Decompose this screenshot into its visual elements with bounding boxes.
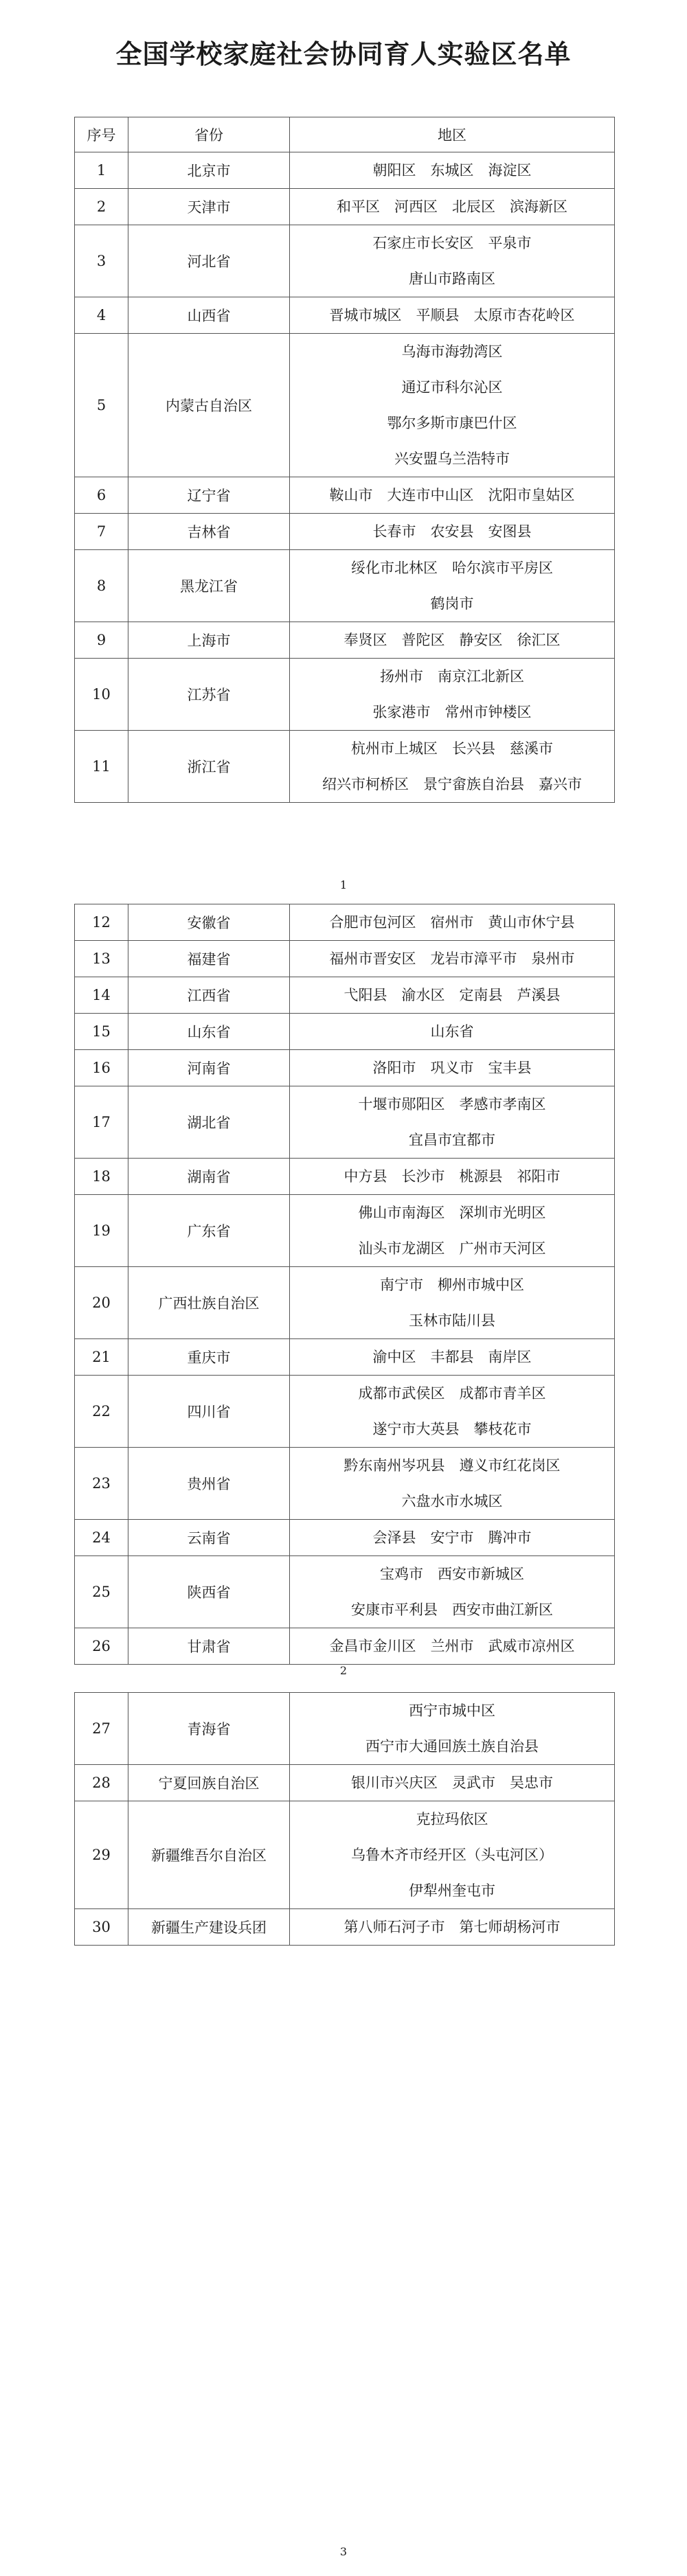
table-row <box>75 189 615 225</box>
area-line: 遂宁市大英县 攀枝花市 <box>372 1421 532 1437</box>
area-line: 绍兴市柯桥区 景宁畲族自治县 嘉兴市 <box>322 776 582 793</box>
row-province: 河南省 <box>128 1050 290 1086</box>
row-province: 上海市 <box>128 622 290 659</box>
area-line: 鄂尔多斯市康巴什区 <box>387 415 517 431</box>
table-row <box>75 1693 615 1765</box>
row-number: 20 <box>75 1267 128 1339</box>
row-area <box>290 550 615 622</box>
area-line: 鞍山市 大连市中山区 沈阳市皇姑区 <box>329 487 575 503</box>
row-area <box>290 659 615 731</box>
table-row <box>75 904 615 941</box>
row-area <box>290 1376 615 1448</box>
area-line: 山东省 <box>430 1023 474 1040</box>
row-area <box>290 1339 615 1376</box>
table-row <box>75 1050 615 1086</box>
area-line: 佛山市南海区 深圳市光明区 <box>358 1205 546 1221</box>
row-province: 广东省 <box>128 1195 290 1267</box>
area-line: 绥化市北林区 哈尔滨市平房区 <box>351 560 553 576</box>
row-number: 10 <box>75 659 128 731</box>
experiment-zone-table-page-1 <box>74 117 615 803</box>
page-number-3: 3 <box>339 2545 348 2558</box>
row-number: 14 <box>75 977 128 1014</box>
area-line: 弋阳县 渝水区 定南县 芦溪县 <box>344 987 561 1003</box>
table-row <box>75 297 615 334</box>
row-number: 28 <box>75 1765 128 1801</box>
row-area <box>290 1909 615 1946</box>
table-row <box>75 1376 615 1448</box>
row-number: 26 <box>75 1628 128 1665</box>
area-line: 汕头市龙湖区 广州市天河区 <box>358 1240 546 1257</box>
experiment-zone-table-page-3 <box>74 1692 615 1946</box>
row-area <box>290 334 615 477</box>
row-province: 安徽省 <box>128 904 290 941</box>
area-line: 第八师石河子市 第七师胡杨河市 <box>344 1919 561 1935</box>
row-area <box>290 731 615 803</box>
row-number: 27 <box>75 1693 128 1765</box>
table-row <box>75 1909 615 1946</box>
area-line: 石家庄市长安区 平泉市 <box>372 235 532 251</box>
row-number: 18 <box>75 1159 128 1195</box>
row-province: 新疆生产建设兵团 <box>128 1909 290 1946</box>
table-row <box>75 1628 615 1665</box>
row-number: 25 <box>75 1556 128 1628</box>
area-line: 宝鸡市 西安市新城区 <box>380 1566 524 1582</box>
area-line: 成都市武侯区 成都市青羊区 <box>358 1385 546 1402</box>
area-line: 洛阳市 巩义市 宝丰县 <box>372 1060 532 1076</box>
row-area <box>290 297 615 334</box>
row-province: 青海省 <box>128 1693 290 1765</box>
row-province: 山西省 <box>128 297 290 334</box>
area-line: 奉贤区 普陀区 静安区 徐汇区 <box>344 632 561 648</box>
row-area <box>290 941 615 977</box>
row-number: 9 <box>75 622 128 659</box>
table-row <box>75 550 615 622</box>
header-area: 地区 <box>290 117 615 152</box>
row-province: 广西壮族自治区 <box>128 1267 290 1339</box>
row-area <box>290 514 615 550</box>
row-number: 22 <box>75 1376 128 1448</box>
row-area <box>290 1159 615 1195</box>
row-area <box>290 152 615 189</box>
row-number: 5 <box>75 334 128 477</box>
area-line: 中方县 长沙市 桃源县 祁阳市 <box>344 1168 561 1185</box>
row-number: 13 <box>75 941 128 977</box>
area-line: 兴安盟乌兰浩特市 <box>394 451 510 467</box>
row-area <box>290 977 615 1014</box>
table-row <box>75 1765 615 1801</box>
row-area <box>290 1520 615 1556</box>
area-line: 合肥市包河区 宿州市 黄山市休宁县 <box>329 914 575 931</box>
table-row <box>75 1556 615 1628</box>
row-area <box>290 1014 615 1050</box>
header-no: 序号 <box>75 117 128 152</box>
area-line: 克拉玛依区 <box>416 1811 488 1827</box>
table-header-row <box>75 117 615 152</box>
row-number: 30 <box>75 1909 128 1946</box>
area-line: 南宁市 柳州市城中区 <box>380 1277 524 1293</box>
area-line: 会泽县 安宁市 腾冲市 <box>372 1529 532 1546</box>
row-number: 11 <box>75 731 128 803</box>
table-row <box>75 152 615 189</box>
table-row <box>75 1520 615 1556</box>
row-area <box>290 1628 615 1665</box>
area-line: 十堰市郧阳区 孝感市孝南区 <box>358 1096 546 1113</box>
row-province: 宁夏回族自治区 <box>128 1765 290 1801</box>
row-number: 12 <box>75 904 128 941</box>
row-number: 15 <box>75 1014 128 1050</box>
row-province: 天津市 <box>128 189 290 225</box>
row-area <box>290 1693 615 1765</box>
row-number: 8 <box>75 550 128 622</box>
area-line: 玉林市陆川县 <box>409 1312 495 1329</box>
area-line: 福州市晋安区 龙岩市漳平市 泉州市 <box>329 950 575 967</box>
row-province: 辽宁省 <box>128 477 290 514</box>
table-row <box>75 514 615 550</box>
document-title: 全国学校家庭社会协同育人实验区名单 <box>115 38 572 69</box>
area-line: 乌鲁木齐市经开区（头屯河区） <box>351 1847 553 1863</box>
table-row <box>75 1339 615 1376</box>
row-province: 湖南省 <box>128 1159 290 1195</box>
table-row <box>75 1159 615 1195</box>
row-number: 17 <box>75 1086 128 1159</box>
row-area <box>290 622 615 659</box>
experiment-zone-table-page-2 <box>74 904 615 1665</box>
row-area <box>290 189 615 225</box>
row-province: 黑龙江省 <box>128 550 290 622</box>
row-province: 北京市 <box>128 152 290 189</box>
area-line: 安康市平利县 西安市曲江新区 <box>351 1602 553 1618</box>
row-area <box>290 1801 615 1909</box>
area-line: 通辽市科尔沁区 <box>401 379 503 396</box>
row-province: 河北省 <box>128 225 290 297</box>
row-area <box>290 1195 615 1267</box>
row-province: 江西省 <box>128 977 290 1014</box>
table-row <box>75 1267 615 1339</box>
table-row <box>75 1195 615 1267</box>
area-line: 晋城市城区 平顺县 太原市杏花岭区 <box>329 307 575 323</box>
table-row <box>75 622 615 659</box>
row-area <box>290 1086 615 1159</box>
row-number: 3 <box>75 225 128 297</box>
table-row <box>75 1801 615 1909</box>
page-number-1: 1 <box>339 878 348 891</box>
row-number: 29 <box>75 1801 128 1909</box>
header-province: 省份 <box>128 117 290 152</box>
row-province: 湖北省 <box>128 1086 290 1159</box>
area-line: 银川市兴庆区 灵武市 吴忠市 <box>351 1775 553 1791</box>
row-province: 福建省 <box>128 941 290 977</box>
table-row <box>75 1014 615 1050</box>
area-line: 宜昌市宜都市 <box>409 1132 495 1148</box>
row-area <box>290 1050 615 1086</box>
row-number: 2 <box>75 189 128 225</box>
row-number: 23 <box>75 1448 128 1520</box>
row-area <box>290 225 615 297</box>
area-line: 黔东南州岑巩县 遵义市红花岗区 <box>344 1457 561 1474</box>
area-line: 张家港市 常州市钟楼区 <box>372 704 532 720</box>
row-province: 新疆维吾尔自治区 <box>128 1801 290 1909</box>
row-number: 4 <box>75 297 128 334</box>
table-row <box>75 731 615 803</box>
row-area <box>290 904 615 941</box>
row-province: 内蒙古自治区 <box>128 334 290 477</box>
row-number: 1 <box>75 152 128 189</box>
row-province: 陕西省 <box>128 1556 290 1628</box>
table-row <box>75 659 615 731</box>
row-province: 贵州省 <box>128 1448 290 1520</box>
area-line: 乌海市海勃湾区 <box>401 343 503 360</box>
row-number: 19 <box>75 1195 128 1267</box>
row-province: 云南省 <box>128 1520 290 1556</box>
area-line: 扬州市 南京江北新区 <box>380 668 524 685</box>
table-row <box>75 977 615 1014</box>
row-number: 16 <box>75 1050 128 1086</box>
row-province: 四川省 <box>128 1376 290 1448</box>
row-province: 重庆市 <box>128 1339 290 1376</box>
row-province: 甘肃省 <box>128 1628 290 1665</box>
area-line: 金昌市金川区 兰州市 武威市凉州区 <box>329 1638 575 1654</box>
table-row <box>75 1086 615 1159</box>
row-area <box>290 1556 615 1628</box>
row-area <box>290 477 615 514</box>
row-number: 6 <box>75 477 128 514</box>
area-line: 渝中区 丰都县 南岸区 <box>372 1349 532 1365</box>
area-line: 伊犁州奎屯市 <box>409 1882 495 1899</box>
row-province: 江苏省 <box>128 659 290 731</box>
row-province: 吉林省 <box>128 514 290 550</box>
table-row <box>75 225 615 297</box>
table-row <box>75 477 615 514</box>
area-line: 杭州市上城区 长兴县 慈溪市 <box>351 740 553 757</box>
row-number: 21 <box>75 1339 128 1376</box>
row-area <box>290 1448 615 1520</box>
table-row <box>75 1448 615 1520</box>
row-number: 7 <box>75 514 128 550</box>
area-line: 西宁市大通回族土族自治县 <box>365 1738 539 1755</box>
row-province: 浙江省 <box>128 731 290 803</box>
area-line: 西宁市城中区 <box>409 1702 495 1719</box>
row-province: 山东省 <box>128 1014 290 1050</box>
area-line: 鹤岗市 <box>430 595 474 612</box>
area-line: 六盘水市水城区 <box>401 1493 503 1509</box>
page-number-2: 2 <box>339 1664 348 1677</box>
area-line: 和平区 河西区 北辰区 滨海新区 <box>337 198 567 215</box>
row-area <box>290 1267 615 1339</box>
area-line: 唐山市路南区 <box>409 271 495 287</box>
row-area <box>290 1765 615 1801</box>
table-row <box>75 941 615 977</box>
row-number: 24 <box>75 1520 128 1556</box>
table-row <box>75 334 615 477</box>
area-line: 长春市 农安县 安图县 <box>372 523 532 540</box>
area-line: 朝阳区 东城区 海淀区 <box>372 162 532 179</box>
